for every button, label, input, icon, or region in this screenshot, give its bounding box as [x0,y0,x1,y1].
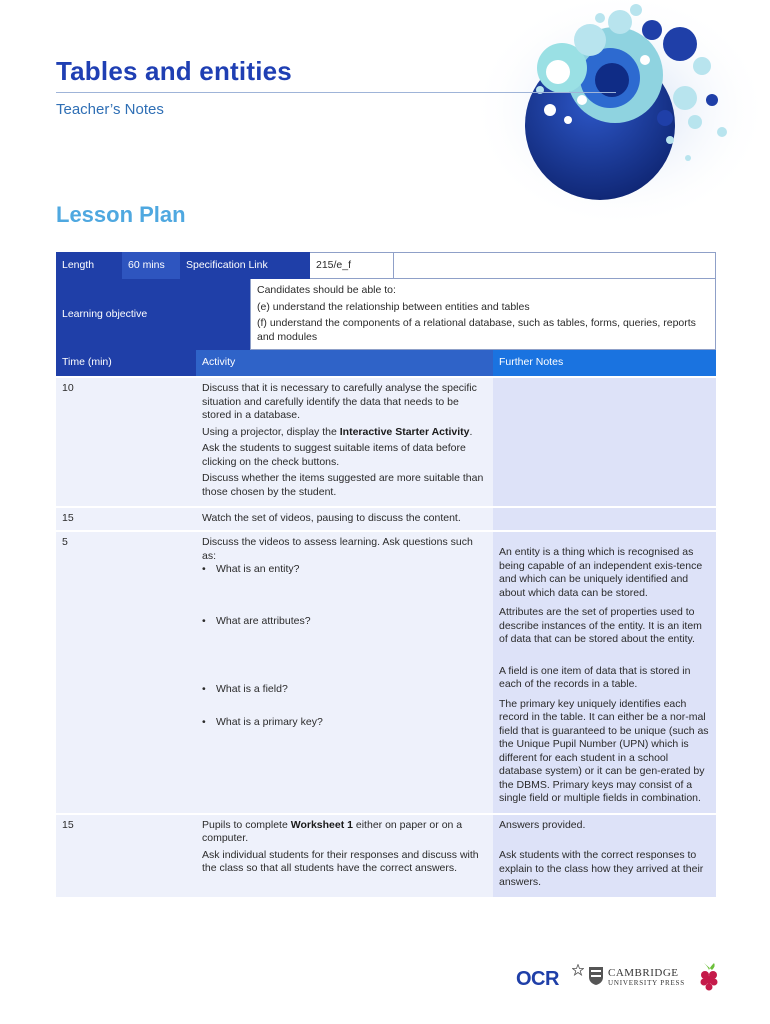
table-row [56,378,716,506]
spec-link-label: Specification Link [180,252,310,279]
objective-line: (f) understand the components of a relational database, such as tables, forms, queries, reports and modules [257,317,696,343]
activity-text: Ask individual students for their responses and discuss with the class so that all students have the correct answers. [202,848,479,874]
notes-cell [493,508,716,530]
question-item: • What is an entity? [202,563,300,575]
decorative-bubbles [440,0,770,230]
ocr-logo: OCR [516,968,559,990]
note-text: Ask students with the correct responses to explain to the class how they arrived at their answers. [499,849,704,888]
lesson-plan-table [56,252,716,897]
time-cell: 15 [56,508,196,530]
column-header-time: Time (min) [56,350,196,376]
note-text: An entity is a thing which is recognised as being capable of an independent exis-tence and which can be uniquely identified and about which data can be stored. [499,546,703,599]
note-text: Answers provided. [499,818,586,831]
table-row [56,815,716,897]
table-row [56,532,716,813]
question-item: • What is a field? [202,683,288,695]
objective-line: Candidates should be able to: [257,284,396,296]
star-icon [572,964,584,976]
activity-text: Ask the students to suggest suitable items of data before clicking on the check buttons. [202,442,466,468]
length-label: Length [56,252,122,279]
objective-row [56,279,716,350]
column-header-notes: Further Notes [493,350,716,376]
objective-label: Learning objective [56,279,250,350]
activity-cell [196,532,493,813]
note-text: The primary key uniquely identifies each record in the table. It can either be a nor-mal field that is guaranteed to be unique (such as the Unique Pupil Number (UPN) which is different for each student in a school database system) or it can be gen-erated by the DBMS. Primary keys may consist of a single field or multiple fields in combination. [499,697,709,804]
column-header-row [56,350,716,376]
objective-line: (e) understand the relationship between entities and tables [257,300,530,313]
publisher-logos [516,960,726,1000]
section-title: Lesson Plan [56,202,186,227]
time-cell: 10 [56,378,196,506]
length-value: 60 mins [122,252,180,279]
question-item: • What is a primary key? [202,716,323,728]
page-title: Tables and entities [56,56,292,86]
question-item: • What are attributes? [202,615,311,627]
note-text: A field is one item of data that is stored in each of the records in a table. [499,664,691,690]
spec-link-value: 215/e_f [310,252,394,279]
activity-text: Discuss whether the items suggested are more suitable than those chosen by the student. [202,472,484,498]
time-cell: 15 [56,815,196,897]
column-header-activity: Activity [196,350,493,376]
raspberry-pi-icon [696,960,722,994]
objective-text [250,279,716,350]
activity-text: Discuss the videos to assess learning. Ask questions such as: [202,536,473,562]
page-subtitle: Teacher’s Notes [56,101,164,118]
starter-activity-link-text: Interactive Starter Activity [339,425,470,438]
table-row [56,508,716,530]
notes-cell [493,532,716,813]
title-divider [56,92,616,93]
cambridge-logo: CAMBRIDGE UNIVERSITY PRESS [608,967,685,987]
activity-cell [196,378,493,506]
activity-text: Watch the set of videos, pausing to discuss the content. [202,512,461,524]
meta-row [56,252,716,279]
note-text: Attributes are the set of properties used to describe instances of the entity. It is an item of data that can be stored about the entity. [499,606,702,645]
activity-text: Using a projector, display the Interactive Starter Activity. [202,425,473,438]
activity-cell [196,815,493,897]
activity-text: Discuss that it is necessary to carefully analyse the specific situation and carefully identify the data that needs to be stored in a database. [202,382,477,421]
meta-empty-cell [394,252,716,279]
notes-cell [493,378,716,506]
worksheet-link-text: Worksheet 1 [290,818,353,831]
notes-cell [493,815,716,897]
activity-text: Pupils to complete Worksheet 1 either on paper or on a computer. [202,818,463,844]
time-cell: 5 [56,532,196,813]
activity-cell [196,508,493,530]
shield-icon [588,966,604,986]
